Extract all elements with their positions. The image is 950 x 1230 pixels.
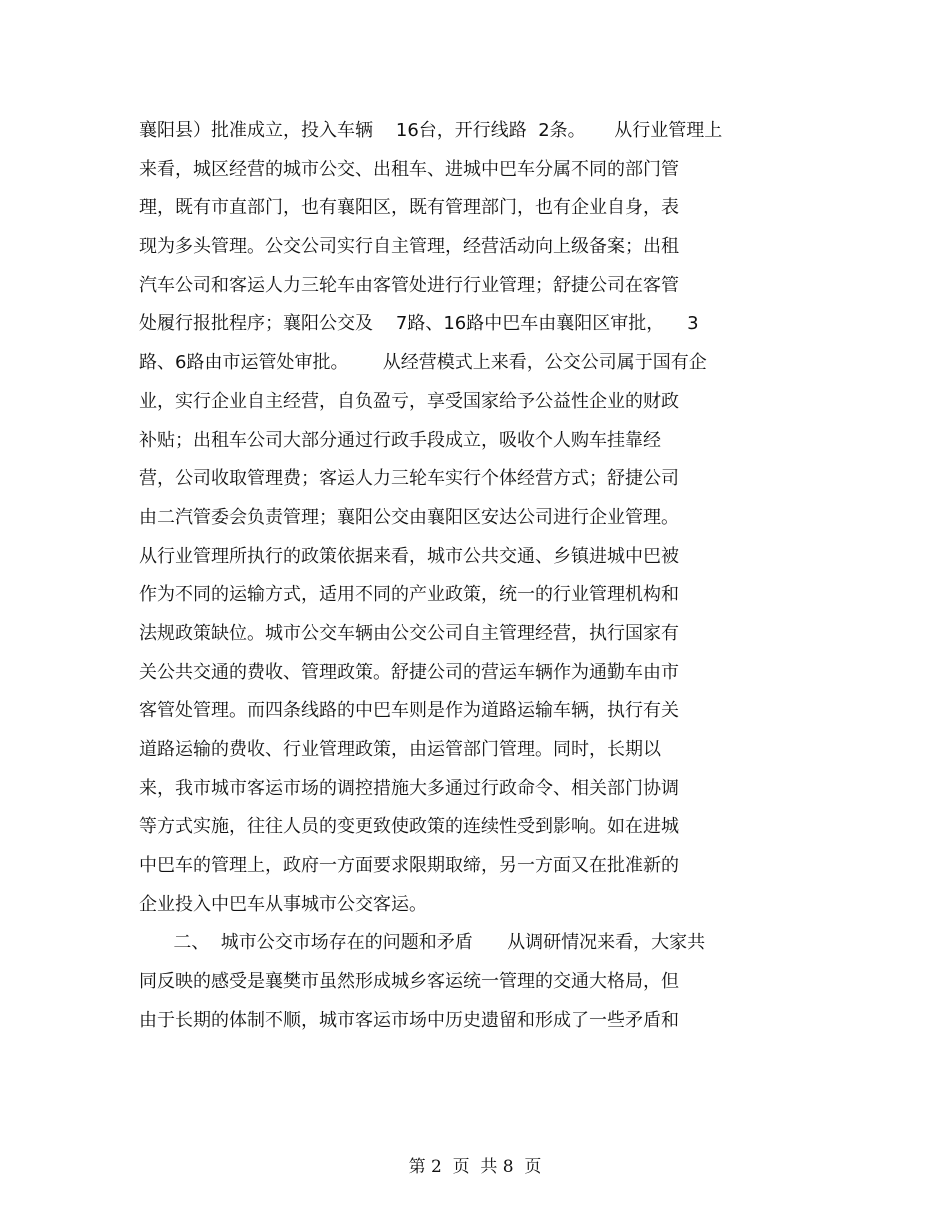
text-line: 企业投入中巴车从事城市公交客运。 (139, 893, 427, 915)
text-line: 由于长期的体制不顺，城市客运市场中历史遗留和形成了一些矛盾和 (139, 1009, 679, 1031)
text-line: 襄阳县）批准成立，投入车辆 16台，开行线路 2条。 从行业管理上 (139, 120, 723, 141)
text-line: 补贴；出租车公司大部分通过行政手段成立，吸收个人购车挂靠经 (139, 429, 661, 451)
text-line: 同反映的感受是襄樊市虽然形成城乡客运统一管理的交通大格局，但 (139, 971, 679, 993)
text-line: 道路运输的费收、行业管理政策，由运管部门管理。同时，长期以 (139, 739, 661, 760)
text-line: 法规政策缺位。城市公交车辆由公交公司自主管理经营，执行国家有 (139, 622, 679, 644)
text-line: 现为多头管理。公交公司实行自主管理，经营活动向上级备案；出租 (139, 236, 679, 258)
text-line: 客管处管理。而四条线路的中巴车则是作为道路运输车辆，执行有关 (139, 700, 679, 722)
page-footer: 第 2 页 共 8 页 (408, 1157, 542, 1177)
text-line: 中巴车的管理上，政府一方面要求限期取缔，另一方面又在批准新的 (139, 855, 679, 877)
text-line: 由二汽管委会负责管理；襄阳公交由襄阳区安达公司进行企业管理。 (139, 506, 679, 528)
text-line: 业，实行企业自主经营，自负盈亏，享受国家给予公益性企业的财政 (139, 390, 679, 412)
text-line: 等方式实施，往往人员的变更致使政策的连续性受到影响。如在进城 (139, 816, 679, 838)
text-line: 理，既有市直部门，也有襄阳区，既有管理部门，也有企业自身，表 (139, 197, 679, 219)
text-line: 作为不同的运输方式，适用不同的产业政策，统一的行业管理机构和 (139, 584, 679, 606)
text-line: 从行业管理所执行的政策依据来看，城市公共交通、乡镇进城中巴被 (139, 545, 679, 567)
text-line: 处履行报批程序；襄阳公交及 7路、16路中巴车由襄阳区审批， 3 (139, 313, 699, 335)
body-text (139, 112, 819, 1041)
section-heading-line: 二、 城市公交市场存在的问题和矛盾 从调研情况来看，大家共 (139, 932, 706, 954)
text-line: 来，我市城市客运市场的调控措施大多通过行政命令、相关部门协调 (139, 777, 679, 799)
text-line: 路、6路由市运管处审批。 从经营模式上来看，公交公司属于国有企 (139, 352, 707, 374)
text-line: 来看，城区经营的城市公交、出租车、进城中巴车分属不同的部门管 (139, 158, 679, 180)
text-line: 营，公司收取管理费；客运人力三轮车实行个体经营方式；舒捷公司 (139, 468, 679, 490)
text-line: 汽车公司和客运人力三轮车由客管处进行行业管理；舒捷公司在客管 (139, 274, 679, 296)
text-line: 关公共交通的费收、管理政策。舒捷公司的营运车辆作为通勤车由市 (139, 661, 679, 683)
